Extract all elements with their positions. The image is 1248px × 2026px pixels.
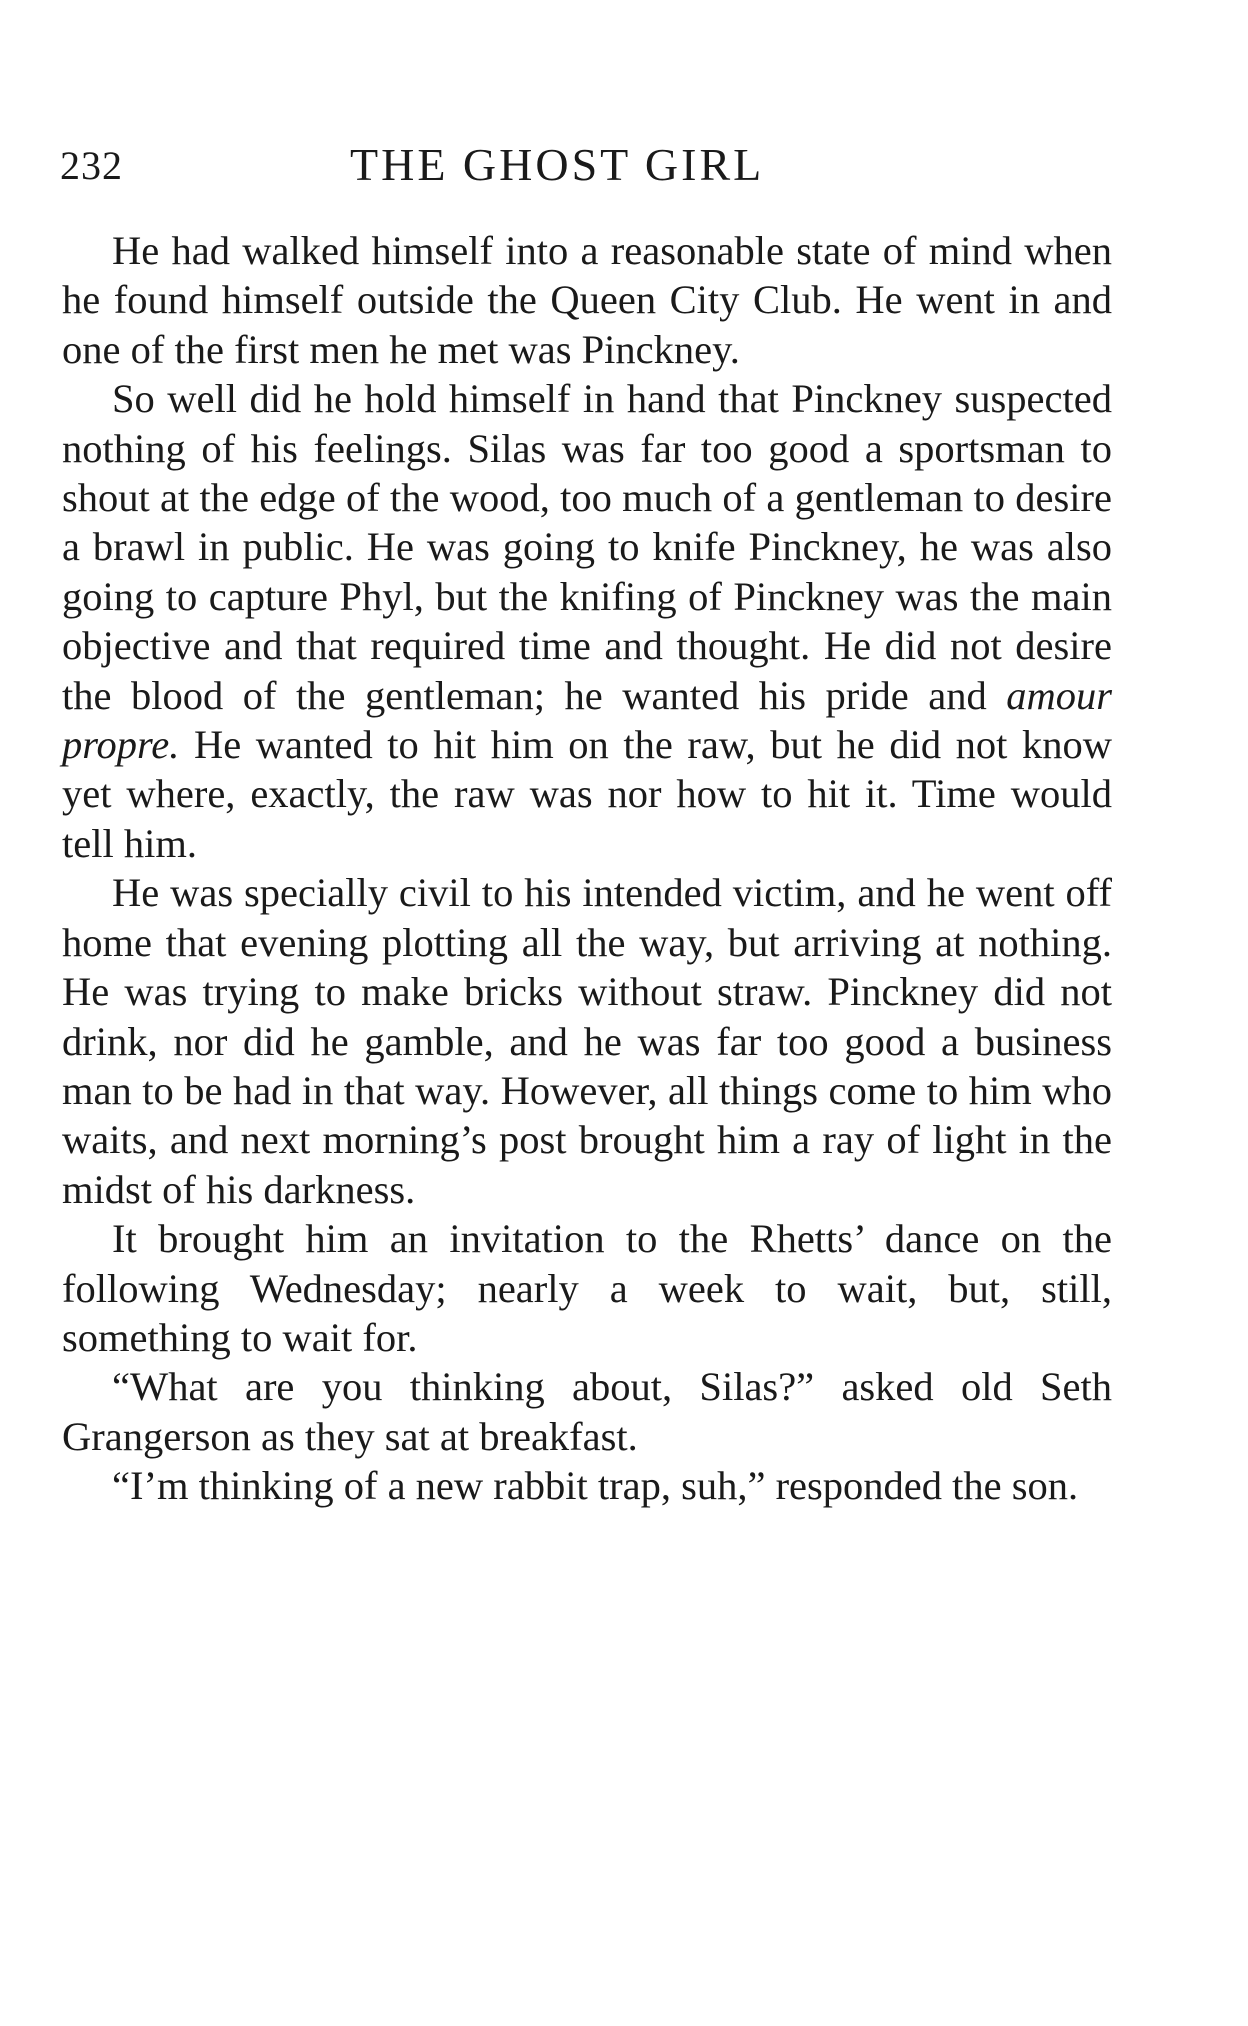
- running-title: THE GHOST GIRL: [350, 139, 765, 190]
- running-head: [60, 138, 1110, 198]
- paragraph-3: He was specially civil to his intended victim, and he went off home that evening plotting all the way, but arriving at nothing. He was trying to make bricks without straw. Pinckney did not drink, nor did he gamble, and he was far too good a business man to be had in that way. However, all things come to him who waits, and next morning’s post brought him a ray of light in the midst of his darkness.: [62, 870, 1112, 1212]
- paragraph-2-text-after: He wanted to hit him on the raw, but he did not know yet where, exactly, the raw was nor how to hit it. Time would tell him.: [62, 722, 1112, 866]
- paragraph-5: “What are you thinking about, Silas?” asked old Seth Grangerson as they sat at breakfast.: [62, 1364, 1112, 1459]
- paragraph-2-text-before: So well did he hold himself in hand that Pinckney suspected nothing of his feelings. Silas was far too good a sportsman to shout at the edge of the wood, too much of a gentleman to desire a brawl in public. He was going to knife Pinckney, he was also going to capture Phyl, but the knifing of Pinckney was the main objective and that required time and thought. He did not desire the blood of the gentleman; he wanted his pride and: [62, 376, 1112, 718]
- body-text: [62, 226, 1112, 1511]
- page-number: 232: [60, 143, 123, 188]
- paragraph-2: [62, 374, 1112, 868]
- paragraph-4: It brought him an invitation to the Rhetts’ dance on the following Wednesday; nearly a week to wait, but, still, something to wait for.: [62, 1216, 1112, 1360]
- paragraph-6: “I’m thinking of a new rabbit trap, suh,” responded the son.: [112, 1463, 1079, 1509]
- paragraph-2-italic-phrase: amour propre.: [62, 672, 1112, 768]
- paragraph-1: He had walked himself into a reasonable state of mind when he found himself outside the Queen City Club. He went in and one of the first men he met was Pinckney.: [62, 228, 1112, 372]
